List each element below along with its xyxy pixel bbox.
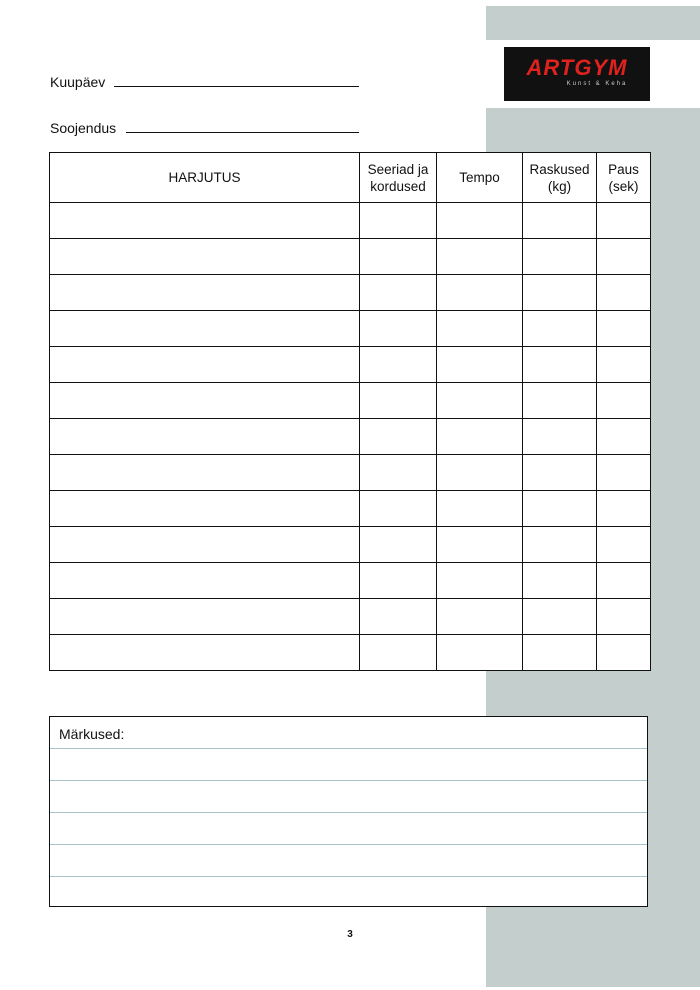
tempo-cell[interactable] (437, 239, 523, 275)
weight-cell[interactable] (523, 599, 597, 635)
workout-table (49, 152, 651, 671)
rest-cell[interactable] (597, 239, 651, 275)
tempo-cell[interactable] (437, 311, 523, 347)
warmup-label: Soojendus (50, 120, 117, 136)
tempo-cell[interactable] (437, 347, 523, 383)
sets-reps-cell[interactable] (360, 239, 437, 275)
rest-cell[interactable] (597, 275, 651, 311)
header-tempo: Tempo (437, 153, 523, 203)
sets-reps-cell[interactable] (360, 203, 437, 239)
exercise-cell[interactable] (50, 203, 360, 239)
workout-table-body (50, 203, 651, 671)
weight-cell[interactable] (523, 419, 597, 455)
weight-cell[interactable] (523, 347, 597, 383)
sets-reps-cell[interactable] (360, 455, 437, 491)
sets-reps-cell[interactable] (360, 491, 437, 527)
exercise-cell[interactable] (50, 455, 360, 491)
weight-cell[interactable] (523, 455, 597, 491)
notes-rule-line (50, 812, 647, 813)
rest-cell[interactable] (597, 203, 651, 239)
table-row (50, 203, 651, 239)
table-header-row (50, 153, 651, 203)
table-row (50, 599, 651, 635)
tempo-cell[interactable] (437, 563, 523, 599)
sets-reps-cell[interactable] (360, 635, 437, 671)
decorative-band-top (486, 6, 700, 40)
rest-cell[interactable] (597, 635, 651, 671)
header-weight: Raskused (kg) (523, 153, 597, 203)
sets-reps-cell[interactable] (360, 275, 437, 311)
tempo-cell[interactable] (437, 527, 523, 563)
exercise-cell[interactable] (50, 527, 360, 563)
weight-cell[interactable] (523, 203, 597, 239)
rest-cell[interactable] (597, 491, 651, 527)
table-row (50, 455, 651, 491)
weight-cell[interactable] (523, 311, 597, 347)
table-row (50, 275, 651, 311)
exercise-cell[interactable] (50, 419, 360, 455)
sets-reps-cell[interactable] (360, 563, 437, 599)
exercise-cell[interactable] (50, 599, 360, 635)
rest-cell[interactable] (597, 563, 651, 599)
header-exercise: HARJUTUS (50, 153, 360, 203)
notes-rule-line (50, 780, 647, 781)
tempo-cell[interactable] (437, 419, 523, 455)
table-row (50, 491, 651, 527)
weight-cell[interactable] (523, 383, 597, 419)
sets-reps-cell[interactable] (360, 311, 437, 347)
tempo-cell[interactable] (437, 635, 523, 671)
warmup-input-line[interactable] (126, 132, 359, 133)
header-sets-reps: Seeriad ja kordused (360, 153, 437, 203)
rest-cell[interactable] (597, 527, 651, 563)
weight-cell[interactable] (523, 275, 597, 311)
date-input-line[interactable] (114, 86, 359, 87)
notes-rule-line (50, 844, 647, 845)
sets-reps-cell[interactable] (360, 347, 437, 383)
notes-rule-line (50, 748, 647, 749)
date-label: Kuupäev (50, 74, 106, 90)
weight-cell[interactable] (523, 563, 597, 599)
tempo-cell[interactable] (437, 383, 523, 419)
table-row (50, 239, 651, 275)
weight-cell[interactable] (523, 527, 597, 563)
notes-box[interactable] (49, 716, 648, 907)
rest-cell[interactable] (597, 599, 651, 635)
sets-reps-cell[interactable] (360, 599, 437, 635)
tempo-cell[interactable] (437, 455, 523, 491)
notes-rule-line (50, 876, 647, 877)
rest-cell[interactable] (597, 419, 651, 455)
rest-cell[interactable] (597, 347, 651, 383)
weight-cell[interactable] (523, 239, 597, 275)
brand-logo (504, 47, 650, 101)
exercise-cell[interactable] (50, 347, 360, 383)
header-rest: Paus (sek) (597, 153, 651, 203)
weight-cell[interactable] (523, 635, 597, 671)
tempo-cell[interactable] (437, 491, 523, 527)
exercise-cell[interactable] (50, 275, 360, 311)
sets-reps-cell[interactable] (360, 419, 437, 455)
rest-cell[interactable] (597, 383, 651, 419)
table-row (50, 563, 651, 599)
exercise-cell[interactable] (50, 563, 360, 599)
sets-reps-cell[interactable] (360, 383, 437, 419)
exercise-cell[interactable] (50, 311, 360, 347)
table-row (50, 635, 651, 671)
brand-tagline: Kunst & Keha (566, 81, 628, 87)
table-row (50, 311, 651, 347)
exercise-cell[interactable] (50, 383, 360, 419)
rest-cell[interactable] (597, 455, 651, 491)
exercise-cell[interactable] (50, 491, 360, 527)
tempo-cell[interactable] (437, 203, 523, 239)
page-number: 3 (347, 929, 353, 940)
notes-title: Märkused: (59, 726, 125, 742)
table-row (50, 383, 651, 419)
rest-cell[interactable] (597, 311, 651, 347)
table-row (50, 419, 651, 455)
tempo-cell[interactable] (437, 275, 523, 311)
exercise-cell[interactable] (50, 635, 360, 671)
table-row (50, 347, 651, 383)
exercise-cell[interactable] (50, 239, 360, 275)
table-row (50, 527, 651, 563)
brand-logo-text: ARTGYM (526, 55, 628, 80)
tempo-cell[interactable] (437, 599, 523, 635)
sets-reps-cell[interactable] (360, 527, 437, 563)
weight-cell[interactable] (523, 491, 597, 527)
